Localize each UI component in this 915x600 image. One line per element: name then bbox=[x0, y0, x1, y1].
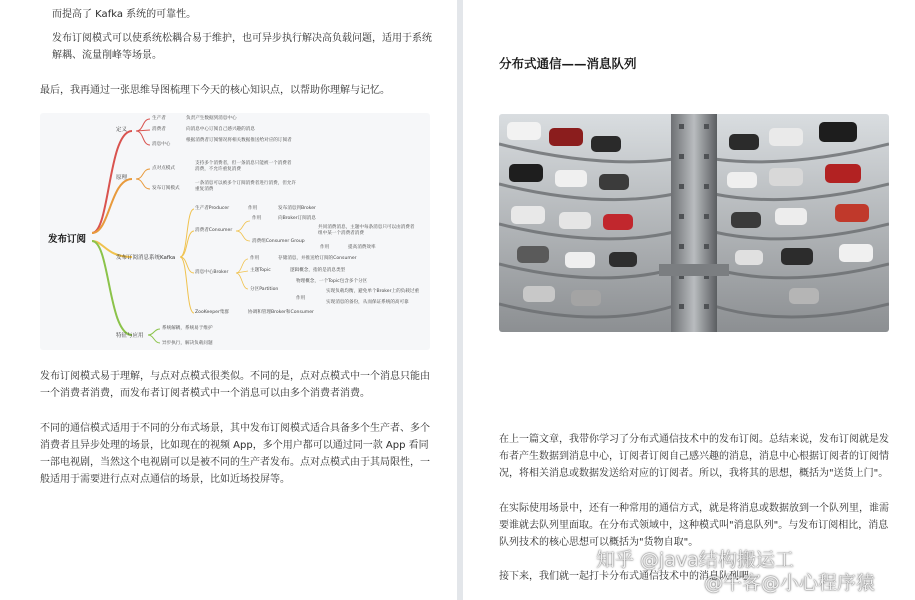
mind-map-node: 消息中心Broker bbox=[195, 270, 229, 275]
mind-map-node: 点对点模式 bbox=[152, 166, 175, 171]
mind-map-note: 协调和管理Broker和Consumer bbox=[248, 310, 314, 315]
niuke-watermark: @牛客@小心程序猿 bbox=[704, 572, 876, 594]
mind-map-note: 实现负载均衡，避免单个Broker上的负载过重 bbox=[326, 289, 420, 294]
right-paragraph-3: 接下来，我们就一起打卡分布式通信技术中的消息队列吧 bbox=[499, 571, 749, 582]
mind-map-note: 作用 bbox=[252, 216, 262, 221]
mind-map-note: 共同消费消息，主题中每条消息只可以由消费者组中某一个消费者消费 bbox=[318, 225, 415, 236]
mind-map-note: 负责产生数据到消息中心 bbox=[186, 116, 237, 121]
mind-map-node: ZooKeeper集群 bbox=[195, 310, 230, 315]
mind-map-node: 消费者Consumer bbox=[195, 228, 233, 233]
left-paragraph-1: 而提高了 Kafka 系统的可靠性。 bbox=[52, 9, 197, 20]
mind-map-note: 向Broker订阅消息 bbox=[278, 216, 316, 221]
mind-map-node: 消费者 bbox=[152, 127, 166, 132]
mind-map-note: 逻辑概念，指的是消息类型 bbox=[290, 268, 346, 273]
left-paragraph-3: 最后，我再通过一张思维导图梳理下今天的核心知识点，以帮助你理解与记忆。 bbox=[40, 85, 390, 96]
left-paragraph-2: 发布订阅模式可以使系统松耦合易于维护，也可异步执行解决高负载问题，适用于系统解耦、流量削峰等场景。 bbox=[52, 33, 432, 61]
mind-map-branch-definition: 定义 bbox=[116, 127, 128, 133]
right-paragraph-2: 在实际使用场景中，还有一种常用的通信方式，就是将消息或数据放到一个队列里，谁需要谁就去队列里面取。在分布式领域中，这种模式叫"消息队列"。与发布订阅相比，消息队列技术的核心思想可以概括为"货物自取"。 bbox=[499, 503, 889, 548]
mind-map-branch-principle: 原理 bbox=[116, 175, 128, 181]
left-paragraph-5: 不同的通信模式适用于不同的分布式场景，其中发布订阅模式适合具备多个生产者、多个消费者且异步处理的场景，比如现在的视频 App，多个用户都可以通过同一款 App 看同一部电视剧，当然这个电视剧可以是被不同的生产者发布。点对点模式由于其局限性，一般适用于需要进行点对点通信的场景，比如近场投屏等。 bbox=[40, 423, 430, 485]
left-paragraph-4: 发布订阅模式易于理解，与点对点模式很类似。不同的是，点对点模式中一个消息只能由一个消费者消费，而发布者订阅者模式中一个消息可以由多个消费者消费。 bbox=[40, 371, 430, 399]
zhihu-watermark: 知乎 @java结构搬运工 bbox=[596, 549, 794, 571]
mind-map-note: 发布消息到Broker bbox=[278, 206, 316, 211]
mind-map-node: 发布订阅模式 bbox=[152, 186, 180, 191]
article-heading: 分布式通信——消息队列 bbox=[499, 56, 637, 71]
mind-map-node: 生产者 bbox=[152, 116, 166, 121]
mind-map-note: 作用 bbox=[250, 256, 260, 261]
mind-map-note: 实现消息的备份，从而保证系统的高可靠 bbox=[326, 300, 409, 305]
mind-map-branch-kafka: 发布订阅消息系统Kafka bbox=[116, 255, 176, 261]
mind-map-note: 向消息中心订阅自己感兴趣的消息 bbox=[186, 127, 255, 132]
parking-tower-illustration bbox=[499, 114, 889, 332]
mind-map-node: 异步执行，解决负载问题 bbox=[162, 341, 213, 346]
mind-map-node: 生产者Producer bbox=[195, 206, 230, 211]
parking-tower-photo bbox=[499, 114, 889, 332]
right-paragraph-1: 在上一篇文章，我带你学习了分布式通信技术中的发布订阅。总结来说，发布订阅就是发布者产生数据到消息中心，订阅者订阅自己感兴趣的消息，消息中心根据订阅者的订阅情况，将相关消息或数据发送给对应的订阅者。所以，我将其的思想，概括为"送货上门"。 bbox=[499, 434, 889, 479]
mind-map-note: 根据消费者订阅情况将相关数据推送给对应的订阅者 bbox=[186, 138, 292, 143]
mind-map-note: 物理概念，一个Topic包含多个分区 bbox=[296, 279, 368, 284]
mind-map-root: 发布订阅 bbox=[48, 234, 87, 245]
mind-map-node: 主题Topic bbox=[250, 268, 271, 273]
mind-map-note: 支持多个消费者，但一条消息只能被一个消费者消费，不允许重复消费 bbox=[195, 161, 292, 172]
mind-map-note: 作用 bbox=[296, 296, 306, 301]
mind-map-note: 作用 bbox=[248, 206, 258, 211]
mind-map-note: 存储消息，并推送给订阅的Consumer bbox=[278, 256, 357, 261]
mind-map-node: 系统解耦，系统易于维护 bbox=[162, 326, 213, 331]
mind-map-node: 消费组Consumer Group bbox=[252, 239, 305, 244]
mind-map-note: 提高消费效率 bbox=[348, 245, 376, 250]
mind-map-node: 消息中心 bbox=[152, 142, 171, 147]
mind-map-branch-features: 特征与应用 bbox=[116, 333, 144, 339]
mind-map-note: 一条消息可以被多个订阅消费者进行消费，但允许重复消费 bbox=[195, 181, 297, 192]
mind-map bbox=[40, 113, 430, 350]
mind-map-node: 分区Partition bbox=[250, 287, 279, 292]
mind-map-note: 作用 bbox=[320, 245, 330, 250]
